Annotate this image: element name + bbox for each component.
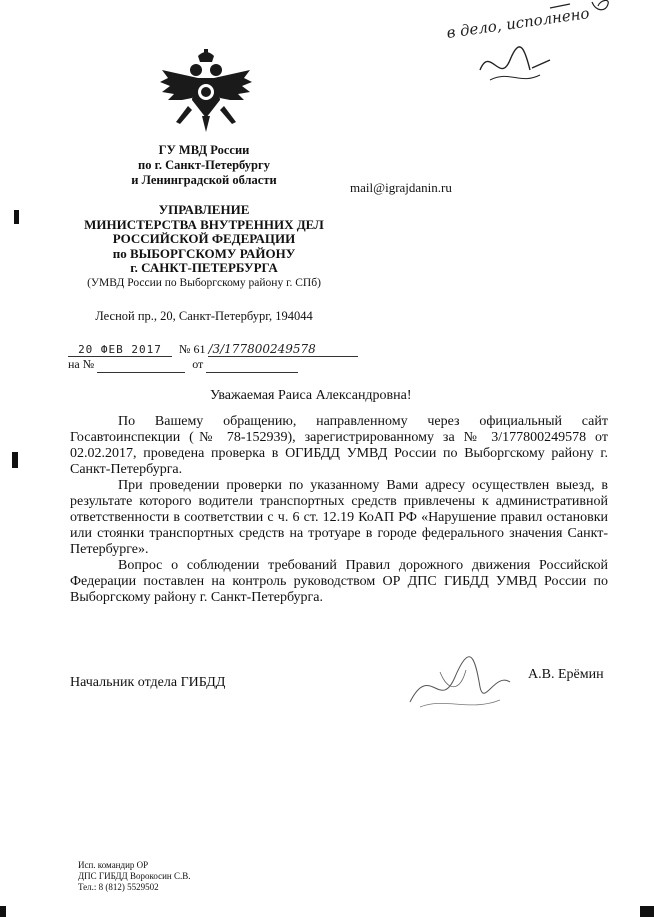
footer-line: ДПС ГИБДД Ворокосин С.В. (78, 871, 191, 881)
registration-line (68, 342, 358, 357)
reference-line (68, 357, 298, 373)
department-line: УПРАВЛЕНИЕ (158, 202, 250, 217)
mvd-emblem-icon (158, 48, 254, 140)
handwritten-annotation: в дело, исполнено (445, 4, 591, 42)
from-blank (206, 357, 298, 373)
handwritten-initials-icon (470, 40, 560, 90)
letter-paragraph: При проведении проверки по указанному Вами адресу осуществлен выезд, в результате которого водители транспортных средств привлечены к административной ответственности в соответствии с ч. 6 ст. 12.19 КоАП РФ «Нарушение правил остановки или стоянки транспортных средств на тротуаре в городе федерального значения Санкт-Петербурге». (70, 478, 608, 557)
agency-line: ГУ МВД России (158, 143, 250, 157)
corner-mark-icon (540, 0, 620, 14)
on-number-blank (97, 357, 185, 373)
letter-paragraph: Вопрос о соблюдении требований Правил дорожного движения Российской Федерации поставлен на контроль руководством ОР ДПС ГИБДД УМВД России по Выборгскому району г. Санкт-Петербурга. (70, 558, 608, 605)
letter-paragraph: По Вашему обращению, направленному через официальный сайт Госавтоинспекции (№ 78-152939), зарегистрированному за № 3/177800249578 от 02.02.2017, проведена проверка в ОГИБДД УМВД России по Выборгскому району г. Санкт-Петербурга. (70, 414, 608, 477)
department-address: Лесной пр., 20, Санкт-Петербург, 194044 (95, 309, 313, 323)
department-line: РОССИЙСКОЙ ФЕДЕРАЦИИ (112, 231, 296, 247)
agency-header (64, 143, 344, 188)
letter-greeting: Уважаемая Раиса Александровна! (210, 388, 412, 403)
executor-footer (78, 860, 190, 893)
signatory-name: А.В. Ерёмин (528, 667, 604, 682)
scan-mark (640, 906, 654, 917)
department-line: г. САНКТ-ПЕТЕРБУРГА (130, 260, 278, 276)
department-header (64, 203, 344, 276)
agency-line: и Ленинградской области (131, 173, 277, 187)
from-label: от (192, 357, 204, 371)
registration-number-prefix: № 61 (179, 342, 206, 356)
footer-line: Исп. командир ОР (78, 860, 149, 870)
scan-mark (12, 452, 18, 468)
agency-line: по г. Санкт-Петербургу (138, 158, 270, 172)
department-short-name: (УМВД России по Выборгскому району г. СПб) (87, 277, 321, 289)
registration-number: /3/177800249578 (208, 342, 358, 357)
signature-icon (400, 652, 520, 722)
recipient-email: mail@igrajdanin.ru (350, 180, 452, 195)
signatory-title: Начальник отдела ГИБДД (70, 675, 226, 690)
registration-date: 20 ФЕВ 2017 (68, 343, 172, 357)
department-line: МИНИСТЕРСТВА ВНУТРЕННИХ ДЕЛ (84, 216, 324, 232)
scan-mark (0, 906, 6, 917)
letter-body (70, 414, 608, 606)
on-number-label: на № (68, 357, 95, 371)
department-line: по ВЫБОРГСКОМУ РАЙОНУ (112, 245, 296, 261)
scan-mark (14, 210, 19, 224)
footer-line: Тел.: 8 (812) 5529502 (78, 882, 159, 892)
